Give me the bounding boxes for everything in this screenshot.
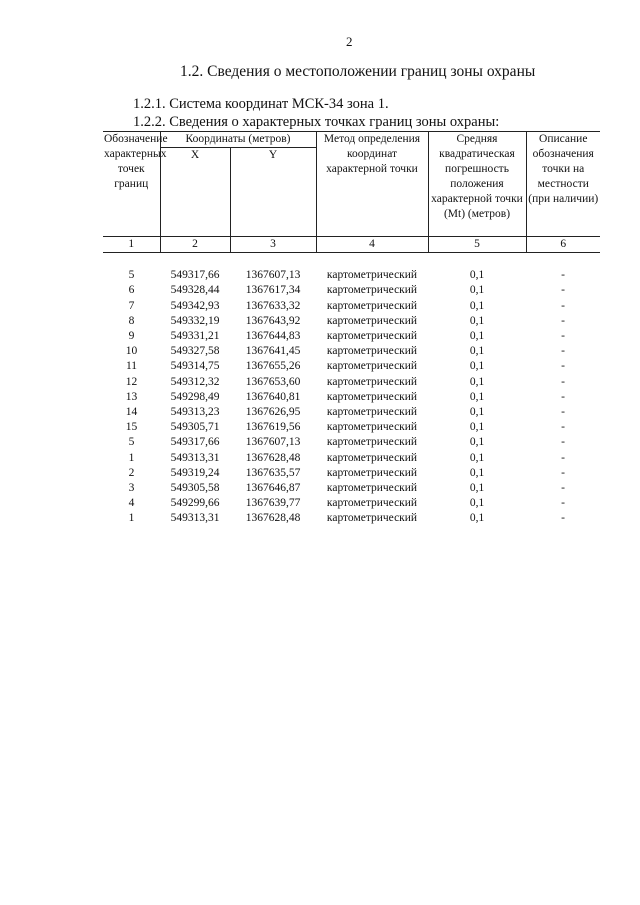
point-label: 1 (128, 512, 135, 525)
table-row (103, 420, 600, 435)
table-row (103, 283, 600, 298)
y-coordinate: 1367619,56 (245, 421, 301, 434)
table-row (103, 390, 600, 405)
column-number: 2 (160, 237, 230, 253)
x-coordinate: 549319,24 (170, 466, 220, 479)
accuracy-cell: 0,1 (469, 512, 485, 525)
x-coordinate: 549328,44 (170, 284, 220, 297)
y-coordinate: 1367653,60 (245, 375, 301, 388)
method-cell: картометрический (326, 405, 418, 418)
section-title: 1.2. Сведения о местоположении границ зоны охраны (180, 63, 536, 80)
column-number: 1 (103, 237, 160, 253)
table-row (103, 481, 600, 496)
table-row (103, 511, 600, 526)
table-row (103, 466, 600, 481)
description-cell: - (561, 512, 565, 525)
point-label: 12 (125, 375, 138, 388)
accuracy-cell: 0,1 (469, 405, 485, 418)
header-point: Обозначение характерных точек границ (103, 132, 160, 237)
x-coordinate: 549313,31 (170, 451, 220, 464)
point-label: 10 (125, 345, 138, 358)
description-cell: - (561, 299, 565, 312)
accuracy-cell: 0,1 (469, 421, 485, 434)
x-coordinate: 549331,21 (170, 330, 220, 343)
description-cell: - (561, 405, 565, 418)
y-coordinate: 1367628,48 (245, 512, 301, 525)
column-number: 4 (316, 237, 428, 253)
accuracy-cell: 0,1 (469, 330, 485, 343)
description-cell: - (561, 330, 565, 343)
x-coordinate: 549299,66 (170, 497, 220, 510)
point-label: 3 (128, 481, 135, 494)
description-cell: - (561, 314, 565, 327)
point-label: 5 (128, 269, 135, 282)
point-label: 9 (128, 330, 135, 343)
description-cell: - (561, 421, 565, 434)
coordinate-system-line: 1.2.1. Система координат МСК-34 зона 1. (133, 96, 389, 112)
method-cell: картометрический (326, 512, 418, 525)
point-label: 6 (128, 284, 135, 297)
y-coordinate: 1367644,83 (245, 330, 301, 343)
point-label: 14 (125, 405, 138, 418)
description-cell: - (561, 375, 565, 388)
x-coordinate: 549332,19 (170, 314, 220, 327)
y-coordinate: 1367646,87 (245, 481, 301, 494)
point-label: 8 (128, 314, 135, 327)
accuracy-cell: 0,1 (469, 497, 485, 510)
x-coordinate: 549298,49 (170, 390, 220, 403)
column-number: 3 (230, 237, 316, 253)
header-y: Y (230, 148, 316, 237)
description-cell: - (561, 360, 565, 373)
table-row (103, 450, 600, 465)
x-coordinate: 549312,32 (170, 375, 220, 388)
method-cell: картометрический (326, 299, 418, 312)
point-label: 15 (125, 421, 138, 434)
y-coordinate: 1367641,45 (245, 345, 301, 358)
y-coordinate: 1367639,77 (245, 497, 301, 510)
x-coordinate: 549327,58 (170, 345, 220, 358)
x-coordinate: 549317,66 (170, 269, 220, 282)
point-label: 11 (125, 360, 138, 373)
table-row (103, 435, 600, 450)
accuracy-cell: 0,1 (469, 375, 485, 388)
description-cell: - (561, 390, 565, 403)
table-row (103, 329, 600, 344)
table-row (103, 314, 600, 329)
y-coordinate: 1367640,81 (245, 390, 301, 403)
accuracy-cell: 0,1 (469, 451, 485, 464)
accuracy-cell: 0,1 (469, 314, 485, 327)
table-row (103, 344, 600, 359)
method-cell: картометрический (326, 330, 418, 343)
method-cell: картометрический (326, 284, 418, 297)
method-cell: картометрический (326, 390, 418, 403)
description-cell: - (561, 269, 565, 282)
x-coordinate: 549342,93 (170, 299, 220, 312)
accuracy-cell: 0,1 (469, 345, 485, 358)
method-cell: картометрический (326, 451, 418, 464)
y-coordinate: 1367628,48 (245, 451, 301, 464)
point-label: 13 (125, 390, 138, 403)
y-coordinate: 1367607,13 (245, 436, 301, 449)
coordinates-table (103, 131, 600, 526)
method-cell: картометрический (326, 345, 418, 358)
y-coordinate: 1367617,34 (245, 284, 301, 297)
accuracy-cell: 0,1 (469, 436, 485, 449)
header-coordinates: Координаты (метров) (160, 132, 316, 148)
point-label: 1 (128, 451, 135, 464)
column-number-row (103, 237, 600, 253)
point-label: 7 (128, 299, 135, 312)
table-row (103, 405, 600, 420)
table-row (103, 496, 600, 511)
column-number: 5 (428, 237, 526, 253)
accuracy-cell: 0,1 (469, 299, 485, 312)
x-coordinate: 549305,71 (170, 421, 220, 434)
table-row (103, 268, 600, 283)
header-accuracy: Средняя квадратическая погрешность положения характерной точки (Mt) (метров) (428, 132, 526, 237)
x-coordinate: 549317,66 (170, 436, 220, 449)
header-row (103, 132, 600, 148)
x-coordinate: 549305,58 (170, 481, 220, 494)
table-row (103, 299, 600, 314)
column-number: 6 (526, 237, 600, 253)
header-description: Описание обозначения точки на местности (при наличии) (526, 132, 600, 237)
method-cell: картометрический (326, 375, 418, 388)
method-cell: картометрический (326, 421, 418, 434)
accuracy-cell: 0,1 (469, 390, 485, 403)
y-coordinate: 1367633,32 (245, 299, 301, 312)
point-label: 5 (128, 436, 135, 449)
table-row (103, 375, 600, 390)
method-cell: картометрический (326, 314, 418, 327)
accuracy-cell: 0,1 (469, 284, 485, 297)
method-cell: картометрический (326, 269, 418, 282)
accuracy-cell: 0,1 (469, 481, 485, 494)
method-cell: картометрический (326, 466, 418, 479)
table-row (103, 359, 600, 374)
y-coordinate: 1367635,57 (245, 466, 301, 479)
x-coordinate: 549313,23 (170, 405, 220, 418)
accuracy-cell: 0,1 (469, 269, 485, 282)
points-info-line: 1.2.2. Сведения о характерных точках границ зоны охраны: (133, 114, 500, 130)
accuracy-cell: 0,1 (469, 466, 485, 479)
y-coordinate: 1367643,92 (245, 314, 301, 327)
description-cell: - (561, 436, 565, 449)
method-cell: картометрический (326, 481, 418, 494)
method-cell: картометрический (326, 360, 418, 373)
table-body (103, 253, 600, 527)
y-coordinate: 1367655,26 (245, 360, 301, 373)
y-coordinate: 1367607,13 (245, 269, 301, 282)
description-cell: - (561, 451, 565, 464)
header-method: Метод определения координат характерной точки (316, 132, 428, 237)
description-cell: - (561, 345, 565, 358)
page-number: 2 (346, 34, 353, 49)
description-cell: - (561, 466, 565, 479)
description-cell: - (561, 497, 565, 510)
description-cell: - (561, 284, 565, 297)
x-coordinate: 549314,75 (170, 360, 220, 373)
x-coordinate: 549313,31 (170, 512, 220, 525)
point-label: 2 (128, 466, 135, 479)
method-cell: картометрический (326, 497, 418, 510)
point-label: 4 (128, 497, 135, 510)
description-cell: - (561, 481, 565, 494)
y-coordinate: 1367626,95 (245, 405, 301, 418)
header-x: X (160, 148, 230, 237)
accuracy-cell: 0,1 (469, 360, 485, 373)
method-cell: картометрический (326, 436, 418, 449)
